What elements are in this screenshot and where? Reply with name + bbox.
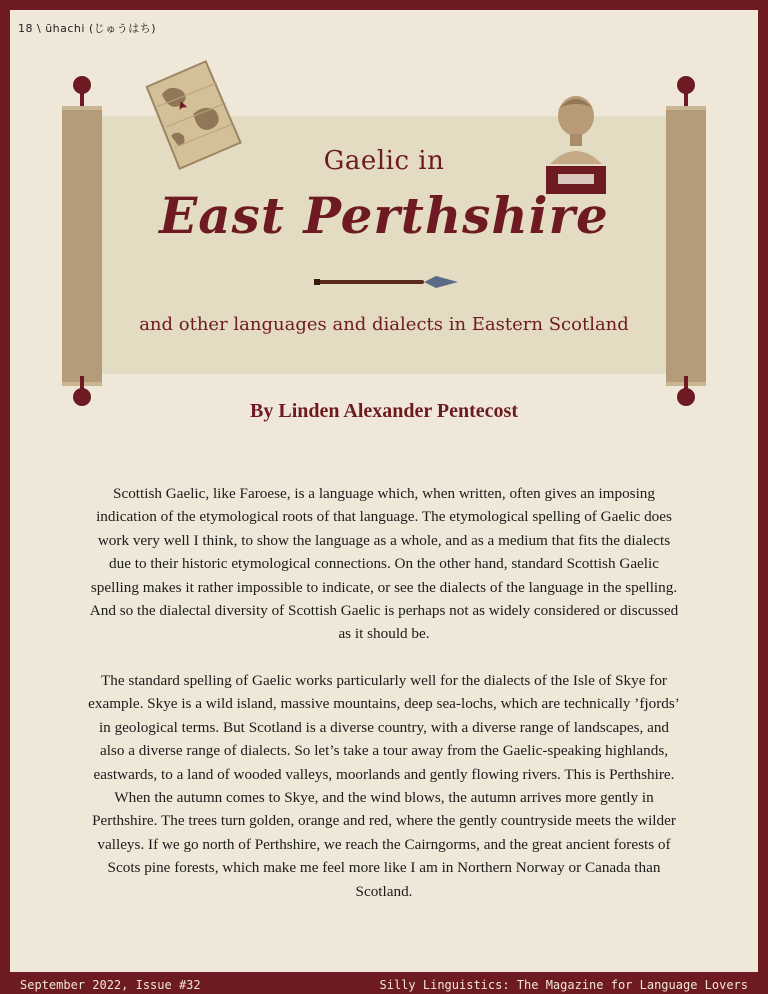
spear-divider-icon bbox=[312, 274, 460, 290]
magazine-page bbox=[10, 10, 758, 972]
classical-bust-icon bbox=[536, 90, 614, 196]
body-paragraph-1: Scottish Gaelic, like Faroese, is a language which, when written, often gives an imposing indication of the etymological roots of that language. The etymological spelling of Gaelic does work very well I think, to show the language as a whole, and as a medium that fits the dialects due to their historic etymological connections. On the other hand, standard Scottish Gaelic spelling makes it rather impossible to indicate, or see the dialects of the language in the spelling. And so the dialectal diversity of Scottish Gaelic is perhaps not as widely considered or discussed as it should be. bbox=[89, 485, 679, 643]
left-roller-top-knob bbox=[73, 76, 91, 94]
body-paragraph-2: The standard spelling of Gaelic works particularly well for the dialects of the Isle of Skye for example. Skye is a wild island, massive mountains, deep sea-lochs, which are technically ’fjords’ in geological terms. But Scotland is a diverse country, with a diverse range of landscapes, and also a diverse range of dialects. So let’s take a tour away from the Gaelic-speaking highlands, eastwards, to a land of wooded valleys, moorlands and gently flowing rivers. This is Perthshire. When the autumn comes to Skye, and the wind blows, the autumn arrives more gently in Perthshire. The trees turn golden, orange and red, where the gently countryside meets the wilder valleys. If we go north of Perthshire, we reach the Cairngorms, and the great ancient forests of Scots pine forests, which make me feel more like I am in Northern Norway or Canada than Scotland. bbox=[88, 672, 680, 900]
title-line-1: Gaelic in bbox=[323, 146, 445, 176]
author-byline: By Linden Alexander Pentecost bbox=[250, 400, 518, 422]
subtitle: and other languages and dialects in Eastern Scotland bbox=[139, 314, 629, 335]
footer-issue: September 2022, Issue #32 bbox=[20, 978, 201, 992]
right-roller-top-knob bbox=[677, 76, 695, 94]
title-line-2: East Perthshire bbox=[159, 186, 609, 245]
page-number: 18 \ ūhachi (じゅうはち) bbox=[18, 22, 157, 35]
footer-magazine-title: Silly Linguistics: The Magazine for Language Lovers bbox=[379, 978, 748, 992]
